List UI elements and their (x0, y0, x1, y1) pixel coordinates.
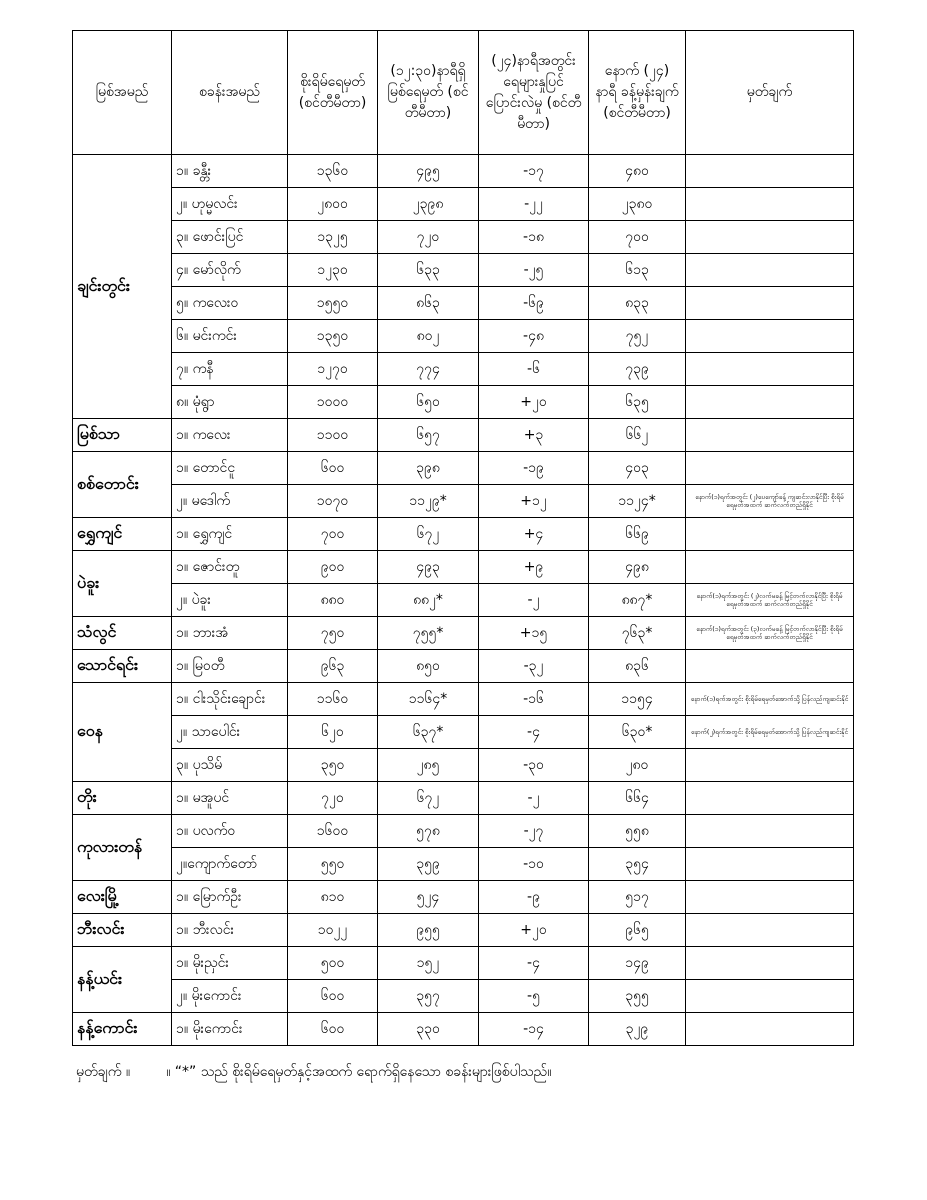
danger-level-cell: ၇၀၀ (288, 518, 378, 551)
danger-level-cell: ၅၅၀ (288, 848, 378, 881)
table-row (73, 188, 854, 221)
station-name-cell: ၁။ ဘီးလင်း (172, 914, 288, 947)
change-cell: -၉ (479, 881, 589, 914)
remark-cell (686, 287, 854, 320)
table-row (73, 254, 854, 287)
change-cell: -၄၈ (479, 320, 589, 353)
danger-level-cell: ၁၂၇၀ (288, 353, 378, 386)
danger-level-cell: ၁၆၀၀ (288, 815, 378, 848)
station-name-cell: ၁။ ဇောင်းတူ (172, 551, 288, 584)
danger-level-cell: ၆၀၀ (288, 1013, 378, 1046)
table-row (73, 716, 854, 749)
header-24h-change: (၂၄)နာရီအတွင်း ရေများနှုပြင် ပြောင်းလဲမှု (စင်တီမီတာ) (479, 31, 589, 155)
forecast-cell: ၃၂၉ (589, 1013, 686, 1046)
river-name-cell: သံလွင် (73, 617, 172, 650)
current-level-cell: ၇၇၄ (378, 353, 479, 386)
remark-cell: နောက်(၁)ရက်အတွင်း စိုးရိမ်ရေမှတ်အောက်သို့ ပြန်လည်ကျဆင်းနိုင် (686, 683, 854, 716)
current-level-cell: ၃၃၀ (378, 1013, 479, 1046)
change-cell: +၃ (479, 419, 589, 452)
current-level-cell: ၆၅၇ (378, 419, 479, 452)
table-row (73, 815, 854, 848)
forecast-cell: ၇၅၂ (589, 320, 686, 353)
danger-level-cell: ၉၆၃ (288, 650, 378, 683)
current-level-cell: ၉၅၅ (378, 914, 479, 947)
forecast-cell: ၄၉၈ (589, 551, 686, 584)
remark-cell (686, 980, 854, 1013)
forecast-cell: ၈၈၇* (589, 584, 686, 617)
change-cell: -၆၉ (479, 287, 589, 320)
remark-cell (686, 353, 854, 386)
change-cell: -၂ (479, 782, 589, 815)
station-name-cell: ၃။ ဖောင်းပြင် (172, 221, 288, 254)
river-name-cell: ချင်းတွင်း (73, 155, 172, 419)
station-name-cell: ၆။ မင်းကင်း (172, 320, 288, 353)
header-row (73, 31, 854, 155)
table-row (73, 947, 854, 980)
station-name-cell: ၇။ ကနီ (172, 353, 288, 386)
change-cell: +၁၅ (479, 617, 589, 650)
current-level-cell: ၆၅၀ (378, 386, 479, 419)
station-name-cell: ၂။ မဒေါက် (172, 485, 288, 518)
table-row (73, 221, 854, 254)
current-level-cell: ၆၇၂ (378, 782, 479, 815)
forecast-cell: ၁၁၅၄ (589, 683, 686, 716)
change-cell: -၅ (479, 980, 589, 1013)
remark-cell (686, 815, 854, 848)
header-river-name: မြစ်အမည် (73, 31, 172, 155)
danger-level-cell: ၁၀၂၂ (288, 914, 378, 947)
danger-level-cell: ၃၅၀ (288, 749, 378, 782)
change-cell: -၃၂ (479, 650, 589, 683)
remark-cell (686, 947, 854, 980)
remark-cell (686, 254, 854, 287)
forecast-cell: ၅၅၈ (589, 815, 686, 848)
table-row (73, 155, 854, 188)
current-level-cell: ၈၀၂ (378, 320, 479, 353)
change-cell: +၂၀ (479, 386, 589, 419)
remark-cell (686, 881, 854, 914)
remark-cell (686, 221, 854, 254)
header-station-name: စခန်းအမည် (172, 31, 288, 155)
danger-level-cell: ၆၀၀ (288, 980, 378, 1013)
station-name-cell: ၂။ ဟုမ္မလင်း (172, 188, 288, 221)
station-name-cell: ၁။ တောင်ငူ (172, 452, 288, 485)
table-row (73, 650, 854, 683)
danger-level-cell: ၉၀၀ (288, 551, 378, 584)
danger-level-cell: ၁၀၇၀ (288, 485, 378, 518)
change-cell: +၁၂ (479, 485, 589, 518)
change-cell: -၆ (479, 353, 589, 386)
remark-cell (686, 650, 854, 683)
station-name-cell: ၃။ ပုသိမ် (172, 749, 288, 782)
station-name-cell: ၁။ ခန္တီး (172, 155, 288, 188)
table-row (73, 914, 854, 947)
change-cell: -၃၀ (479, 749, 589, 782)
danger-level-cell: ၇၂၀ (288, 782, 378, 815)
station-name-cell: ၁။ မအူပင် (172, 782, 288, 815)
remark-cell (686, 749, 854, 782)
table-row (73, 485, 854, 518)
station-name-cell: ၁။ ကလေး (172, 419, 288, 452)
remark-cell (686, 782, 854, 815)
forecast-cell: ၆၆၉ (589, 518, 686, 551)
forecast-cell: ၆၁၃ (589, 254, 686, 287)
danger-level-cell: ၈၁၀ (288, 881, 378, 914)
forecast-cell: ၂၈၀ (589, 749, 686, 782)
table-row (73, 452, 854, 485)
footnote-label: မှတ်ချက် ။ (76, 1064, 131, 1080)
station-name-cell: ၂။ မိုးကောင်း (172, 980, 288, 1013)
change-cell: -၂၅ (479, 254, 589, 287)
change-cell: -၁၇ (479, 155, 589, 188)
table-row (73, 551, 854, 584)
danger-level-cell: ၁၁၀၀ (288, 419, 378, 452)
station-name-cell: ၁။ ပလက်ဝ (172, 815, 288, 848)
table-row (73, 617, 854, 650)
remark-cell (686, 320, 854, 353)
forecast-cell: ၆၆၄ (589, 782, 686, 815)
change-cell: -၁၈ (479, 221, 589, 254)
change-cell: -၄ (479, 716, 589, 749)
remark-cell (686, 914, 854, 947)
table-row (73, 980, 854, 1013)
table-row (73, 419, 854, 452)
header-danger-level: စိုးရိမ်ရေမှတ် (စင်တီမီတာ) (288, 31, 378, 155)
forecast-cell: ၈၃၃ (589, 287, 686, 320)
current-level-cell: ၆၇၂ (378, 518, 479, 551)
table-row (73, 782, 854, 815)
danger-level-cell: ၇၅၀ (288, 617, 378, 650)
forecast-cell: ၅၁၇ (589, 881, 686, 914)
table-row (73, 320, 854, 353)
table-row (73, 386, 854, 419)
forecast-cell: ၁၄၉ (589, 947, 686, 980)
change-cell: +၄ (479, 518, 589, 551)
remark-cell (686, 452, 854, 485)
forecast-cell: ၇၀၀ (589, 221, 686, 254)
remark-cell (686, 848, 854, 881)
forecast-cell: ၆၃၀* (589, 716, 686, 749)
current-level-cell: ၆၃၇* (378, 716, 479, 749)
forecast-cell: ၄၀၃ (589, 452, 686, 485)
river-gauge-table (72, 30, 854, 1046)
forecast-cell: ၇၆၃* (589, 617, 686, 650)
danger-level-cell: ၁၃၅၀ (288, 320, 378, 353)
danger-level-cell: ၈၈၀ (288, 584, 378, 617)
danger-level-cell: ၁၃၂၅ (288, 221, 378, 254)
change-cell: -၁၀ (479, 848, 589, 881)
danger-level-cell: ၂၈၀၀ (288, 188, 378, 221)
header-forecast: နောက် (၂၄) နာရီ ခန့်မှန်းချက် (စင်တီမီတာ) (589, 31, 686, 155)
danger-level-cell: ၅၀၀ (288, 947, 378, 980)
current-level-cell: ၃၅၇ (378, 980, 479, 1013)
table-row (73, 353, 854, 386)
current-level-cell: ၈၆၃ (378, 287, 479, 320)
station-name-cell: ၂။ကျောက်တော် (172, 848, 288, 881)
table-row (73, 749, 854, 782)
forecast-cell: ၆၃၅ (589, 386, 686, 419)
current-level-cell: ၇၅၅* (378, 617, 479, 650)
remark-cell (686, 551, 854, 584)
remark-cell (686, 1013, 854, 1046)
river-name-cell: ဝေန (73, 683, 172, 782)
change-cell: -၁၆ (479, 683, 589, 716)
river-name-cell: မြစ်သာ (73, 419, 172, 452)
remark-cell (686, 155, 854, 188)
forecast-cell: ၃၅၄ (589, 848, 686, 881)
current-level-cell: ၂၃၉၈ (378, 188, 479, 221)
remark-cell (686, 518, 854, 551)
station-name-cell: ၂။ သာပေါင်း (172, 716, 288, 749)
header-current-level: (၁၂:၃၀)နာရီရှိ မြစ်ရေမှတ် (စင်တီမီတာ) (378, 31, 479, 155)
change-cell: -၂၇ (479, 815, 589, 848)
danger-level-cell: ၆၂၀ (288, 716, 378, 749)
table-row (73, 584, 854, 617)
header-remarks: မှတ်ချက် (686, 31, 854, 155)
forecast-cell: ၄၈၀ (589, 155, 686, 188)
station-name-cell: ၁။ မြဝတီ (172, 650, 288, 683)
footnote-text: ။ “*” သည် စိုးရိမ်ရေမှတ်နှင့်အထက် ရောက်ရှိနေသော စခန်းများဖြစ်ပါသည်။ (166, 1064, 552, 1080)
danger-level-cell: ၁၅၅၀ (288, 287, 378, 320)
current-level-cell: ၁၁၂၉* (378, 485, 479, 518)
table-body (73, 155, 854, 1046)
danger-level-cell: ၆၀၀ (288, 452, 378, 485)
danger-level-cell: ၁၂၃၀ (288, 254, 378, 287)
station-name-cell: ၈။ မုံရွာ (172, 386, 288, 419)
change-cell: -၂၂ (479, 188, 589, 221)
forecast-cell: ၁၁၂၄* (589, 485, 686, 518)
river-name-cell: ပဲခူး (73, 551, 172, 617)
change-cell: +၉ (479, 551, 589, 584)
remark-cell (686, 419, 854, 452)
current-level-cell: ၃၉၈ (378, 452, 479, 485)
station-name-cell: ၁။ မိုးညှင်း (172, 947, 288, 980)
remark-cell: နောက်(၁)ရက်အတွင်း (၂)ပေကျော်ခန့် ကျဆင်းလာနိုင်ပြီး စိုးရိမ်ရေမှတ်အထက် ဆက်လက်တည်ရှိနိုင် (686, 485, 854, 518)
current-level-cell: ၈၈၂* (378, 584, 479, 617)
river-name-cell: ကုလားတန် (73, 815, 172, 881)
table-row (73, 287, 854, 320)
current-level-cell: ၁၅၂ (378, 947, 479, 980)
change-cell: -၁၄ (479, 1013, 589, 1046)
river-name-cell: ရွှေကျင် (73, 518, 172, 551)
forecast-cell: ၃၅၅ (589, 980, 686, 1013)
remark-cell (686, 386, 854, 419)
current-level-cell: ၄၉၃ (378, 551, 479, 584)
current-level-cell: ၇၂၀ (378, 221, 479, 254)
table-row (73, 881, 854, 914)
forecast-cell: ၉၆၅ (589, 914, 686, 947)
current-level-cell: ၆၃၃ (378, 254, 479, 287)
table-row (73, 683, 854, 716)
forecast-cell: ၇၃၉ (589, 353, 686, 386)
remark-cell (686, 188, 854, 221)
table-row (73, 848, 854, 881)
current-level-cell: ၃၅၉ (378, 848, 479, 881)
station-name-cell: ၄။ မော်လိုက် (172, 254, 288, 287)
forecast-cell: ၆၆၂ (589, 419, 686, 452)
forecast-cell: ၈၃၆ (589, 650, 686, 683)
forecast-cell: ၂၃၈၀ (589, 188, 686, 221)
table-row (73, 518, 854, 551)
river-name-cell: စစ်တောင်း (73, 452, 172, 518)
change-cell: -၁၉ (479, 452, 589, 485)
table-row (73, 1013, 854, 1046)
station-name-cell: ၁။ ဘားအံ (172, 617, 288, 650)
current-level-cell: ၄၉၅ (378, 155, 479, 188)
current-level-cell: ၅၂၄ (378, 881, 479, 914)
current-level-cell: ၂၈၅ (378, 749, 479, 782)
danger-level-cell: ၁၀၀၀ (288, 386, 378, 419)
river-name-cell: လေးမြို့ (73, 881, 172, 914)
station-name-cell: ၁။ ငါးသိုင်းချောင်း (172, 683, 288, 716)
change-cell: +၂၀ (479, 914, 589, 947)
footnote (76, 1062, 551, 1083)
river-name-cell: သောင်ရင်း (73, 650, 172, 683)
current-level-cell: ၅၇၈ (378, 815, 479, 848)
station-name-cell: ၂။ ပဲခူး (172, 584, 288, 617)
change-cell: -၂ (479, 584, 589, 617)
change-cell: -၄ (479, 947, 589, 980)
station-name-cell: ၁။ ရွှေကျင် (172, 518, 288, 551)
current-level-cell: ၁၁၆၄* (378, 683, 479, 716)
station-name-cell: ၅။ ကလေးဝ (172, 287, 288, 320)
remark-cell: နောက်(၂)ရက်အတွင်း စိုးရိမ်ရေမှတ်အောက်သို့ ပြန်လည်ကျဆင်းနိုင် (686, 716, 854, 749)
river-name-cell: ဘီးလင်း (73, 914, 172, 947)
remark-cell: နောက်(၁)ရက်အတွင်း (၃)လက်မခန့် မြင့်တက်လာနိုင်ပြီး စိုးရိမ်ရေမှတ်အထက် ဆက်လက်တည်ရှိနိုင် (686, 617, 854, 650)
river-name-cell: တိုး (73, 782, 172, 815)
current-level-cell: ၈၅၀ (378, 650, 479, 683)
station-name-cell: ၁။ မိုးကောင်း (172, 1013, 288, 1046)
danger-level-cell: ၁၃၆၀ (288, 155, 378, 188)
remark-cell: နောက်(၁)ရက်အတွင်း (၂)လက်မခန့် မြင့်တက်လာနိုင်ပြီး စိုးရိမ်ရေမှတ်အထက် ဆက်လက်တည်ရှိနိုင် (686, 584, 854, 617)
river-name-cell: နန့်ယင်း (73, 947, 172, 1013)
station-name-cell: ၁။ မြောက်ဦး (172, 881, 288, 914)
river-name-cell: နန့်ကောင်း (73, 1013, 172, 1046)
danger-level-cell: ၁၁၆၀ (288, 683, 378, 716)
